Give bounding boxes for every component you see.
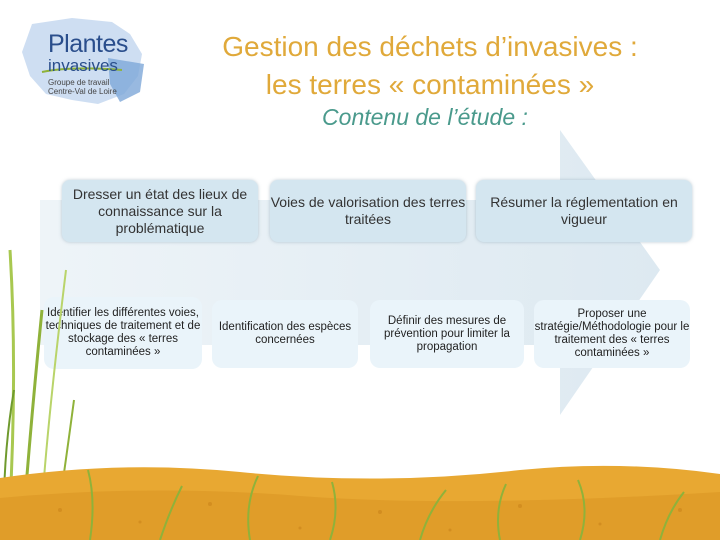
step-label: Dresser un état des lieux de connaissance sur la problématique: [72, 185, 248, 236]
title-line2: les terres « contaminées »: [265, 69, 595, 100]
detail-label: Proposer une stratégie/Méthodologie pour le traitement des « terres contaminées »: [534, 308, 690, 359]
step-box-state-of-knowledge: [62, 180, 258, 242]
logo-line3: Groupe de travail Centre-Val de Loire: [48, 78, 117, 96]
page-title: [150, 28, 710, 104]
logo-line2: invasives: [48, 56, 118, 75]
detail-box-prevention: [370, 300, 524, 368]
logo: [12, 14, 150, 106]
grass-blades: [0, 400, 720, 540]
step-label: Résumer la réglementation en vigueur: [490, 194, 678, 227]
logo-line1: Plantes: [48, 30, 128, 58]
step-box-valorisation: [270, 180, 466, 242]
step-label: Voies de valorisation des terres traitées: [270, 194, 466, 227]
detail-label: Identifier les différentes voies, techniques de traitement et de stockage des « terres contaminées »: [45, 307, 201, 358]
detail-label: Définir des mesures de prévention pour limiter la propagation: [384, 314, 510, 353]
detail-box-strategy: [534, 300, 690, 368]
detail-label: Identification des espèces concernées: [218, 321, 352, 346]
title-line1: Gestion des déchets d’invasives :: [222, 31, 638, 62]
page-subtitle: Contenu de l’étude :: [322, 104, 528, 130]
process-arrow: [40, 130, 660, 420]
detail-box-species: [212, 300, 358, 368]
step-box-regulation: [476, 180, 692, 242]
